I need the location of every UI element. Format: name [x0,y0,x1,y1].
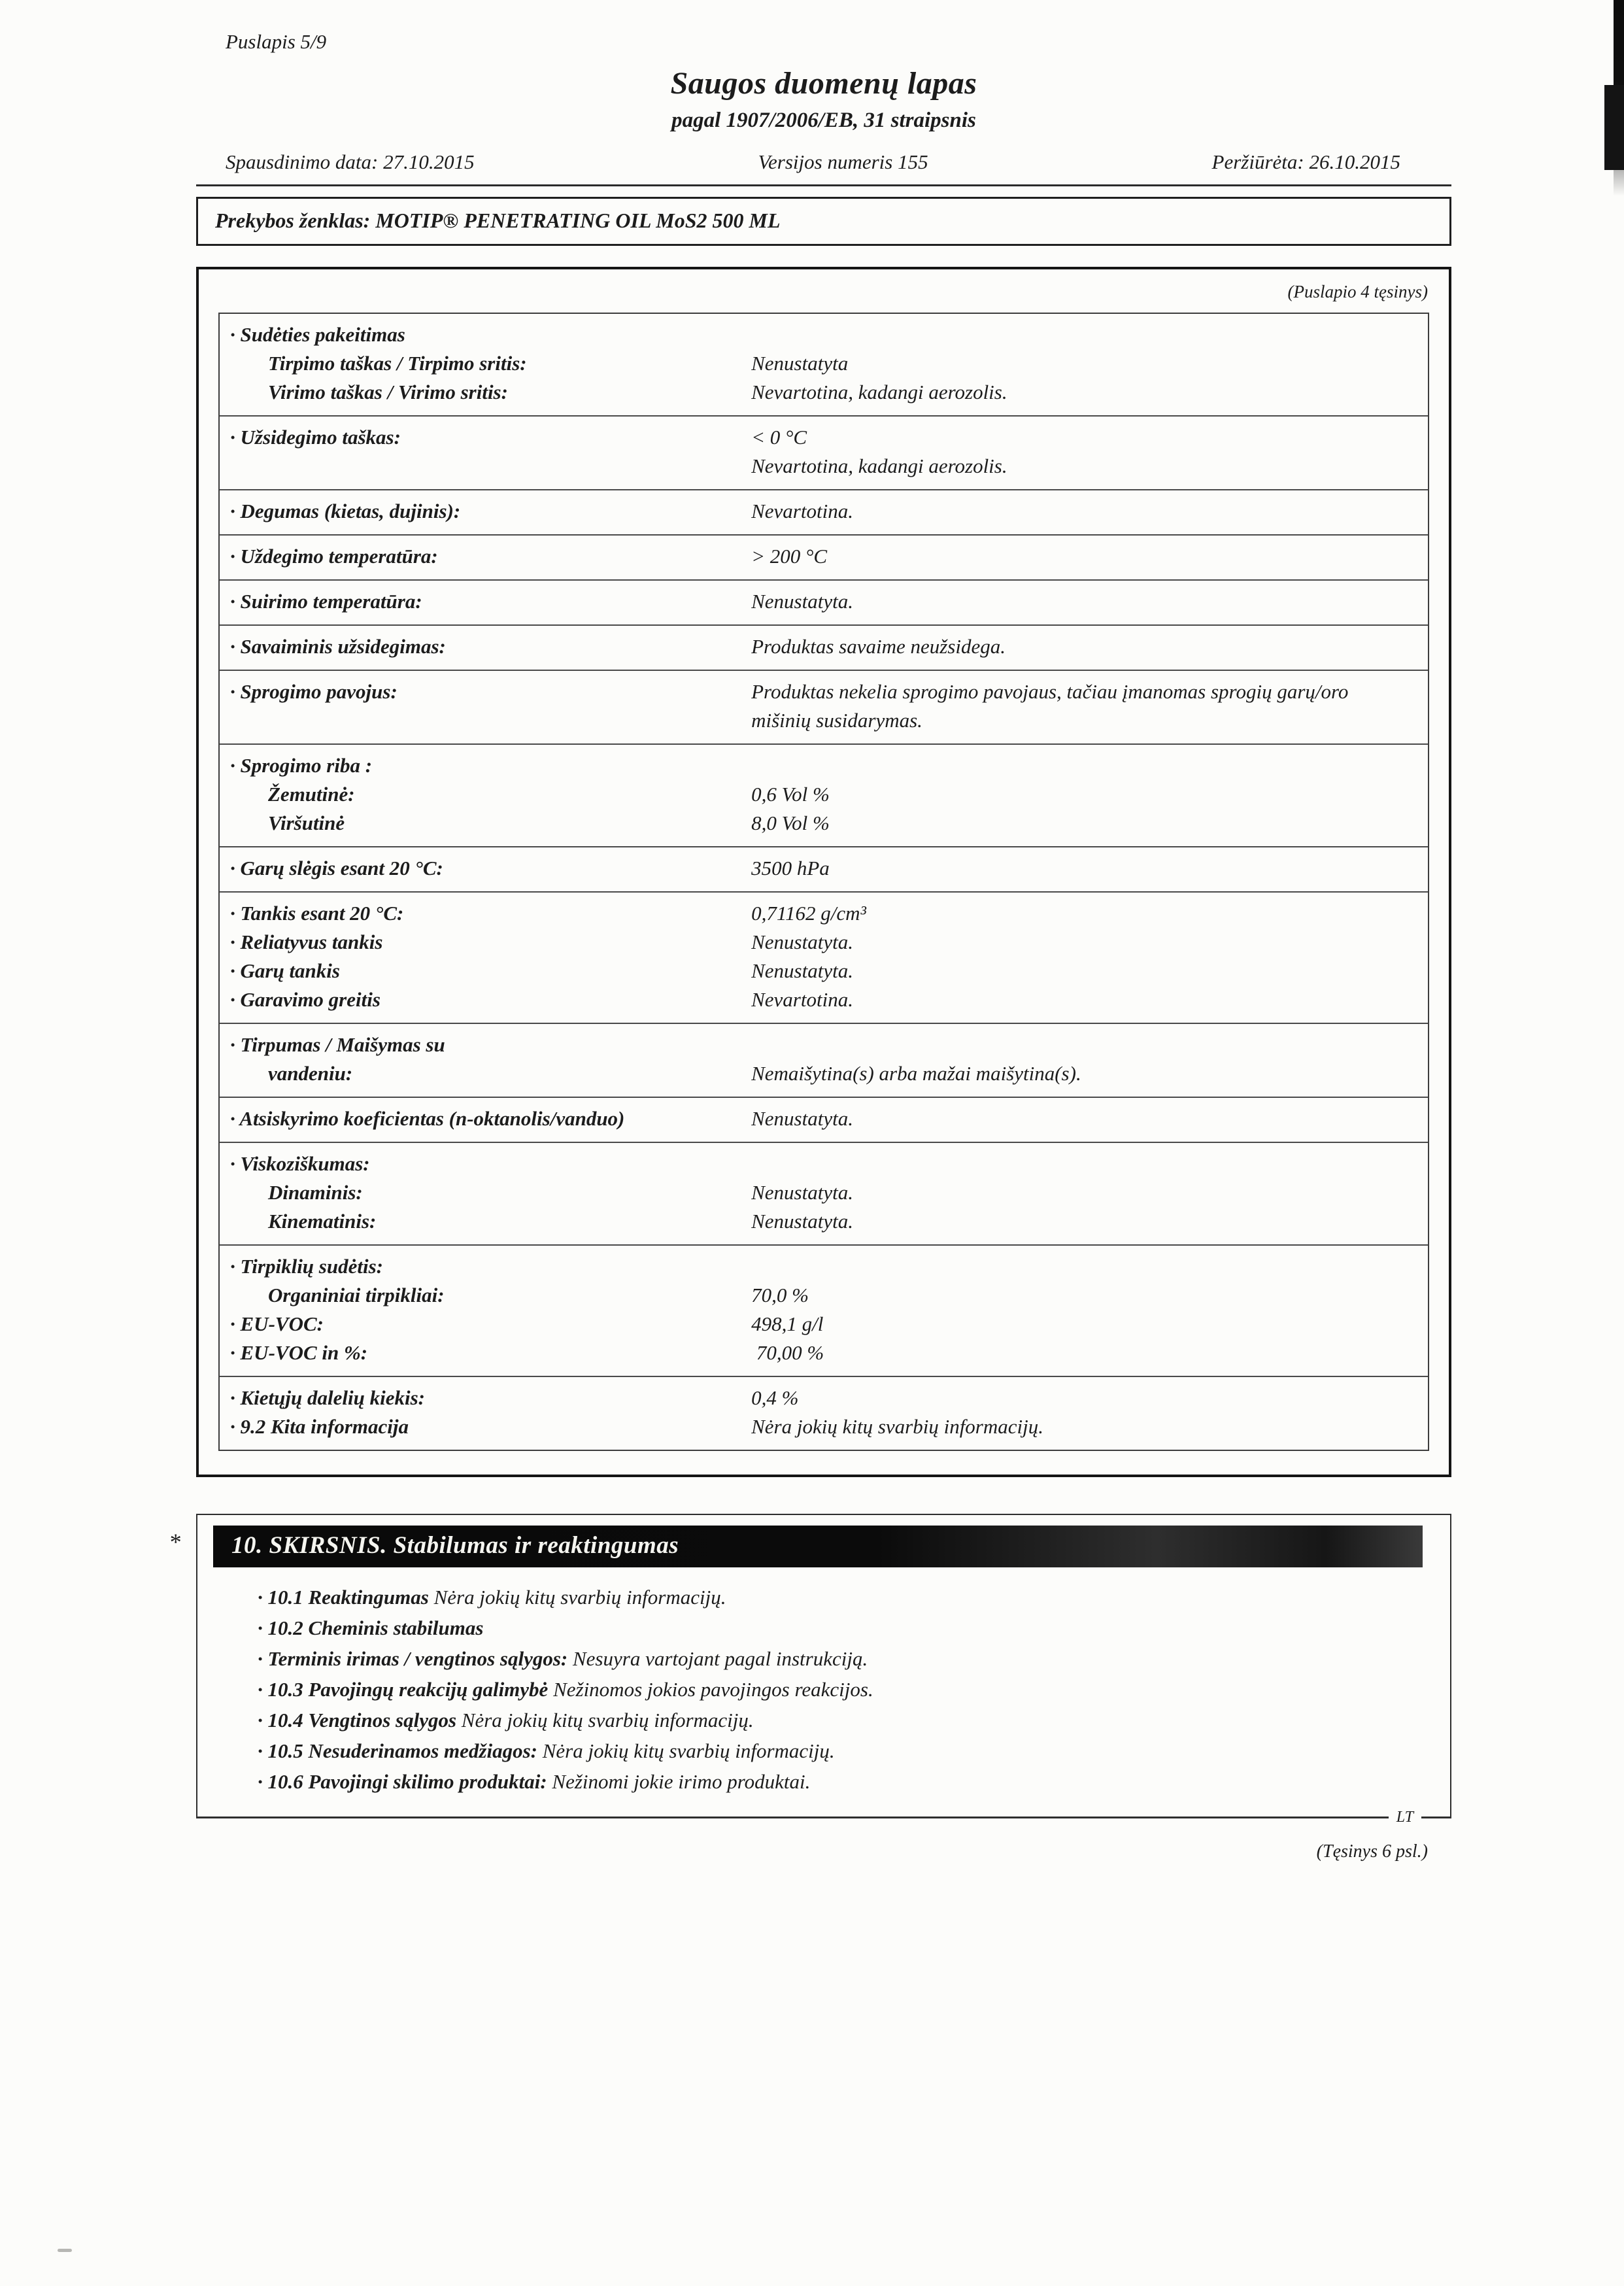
property-line [220,780,1428,809]
property-label: · Garų tankis [230,959,340,982]
section-10-item [258,1612,1413,1643]
property-line [220,1281,1428,1310]
physical-properties-box [196,267,1451,1477]
property-line [220,1412,1428,1441]
property-value: Nenustatyta. [751,959,853,982]
scan-artifact-dots [58,2249,72,2252]
property-label: · EU-VOC: [230,1312,324,1335]
property-line [220,985,1428,1014]
property-line [220,1178,1428,1207]
property-value: 3500 hPa [751,857,830,879]
section-10-wrapper [169,1514,1451,1826]
section-10-item-text: Nesuyra vartojant pagal instrukciją. [567,1647,868,1670]
property-row [220,314,1428,415]
property-row [220,624,1428,670]
property-value: 0,71162 g/cm³ [751,902,866,925]
property-value: Nevartotina. [751,500,853,522]
property-row [220,1097,1428,1142]
continuation-footer: (Tęsinys 6 psl.) [1316,1841,1428,1862]
revision-date: Peržiūrėta: 26.10.2015 [1211,150,1400,173]
page-number: Puslapis 5/9 [226,30,327,53]
property-label: Tirpimo taškas / Tirpimo sritis: [268,352,527,375]
page-content [169,0,1451,1864]
section-10-item [258,1674,1413,1705]
section-10-item-label: · Terminis irimas / vengtinos sąlygos: [258,1647,568,1670]
section-10-item-text: Nėra jokių kitų svarbių informacijų. [537,1739,835,1762]
property-row [220,743,1428,846]
section-10-box [196,1514,1451,1826]
property-label: · Suirimo temperatūra: [230,590,422,613]
property-label: Organiniai tirpikliai: [268,1284,445,1306]
version-number: Versijos numeris 155 [758,150,928,173]
property-line [220,542,1428,571]
property-row [220,891,1428,1023]
section-10-items [207,1582,1433,1797]
property-line [220,1150,1428,1178]
property-line [220,1384,1428,1412]
property-value: > 200 °C [751,545,828,568]
property-value: Nemaišytina(s) arba mažai maišytina(s). [751,1062,1081,1085]
section-10-title: 10. SKIRSNIS. Stabilumas ir reaktingumas [231,1532,679,1559]
property-value: 8,0 Vol % [751,811,830,834]
property-line [220,1252,1428,1281]
property-value: 498,1 g/l [751,1312,824,1335]
property-label: · Tirpiklių sudėtis: [230,1255,383,1278]
property-line [220,452,1428,481]
section-10-item-label: · 10.3 Pavojingų reakcijų galimybė [258,1678,549,1701]
property-label: vandeniu: [268,1062,353,1085]
meta-row [196,148,1451,177]
property-label: · Uždegimo temperatūra: [230,545,438,568]
property-label: · Tankis esant 20 °C: [230,902,404,925]
property-value: Nenustatyta. [751,1107,853,1130]
property-label: · Sprogimo riba : [230,754,373,777]
property-value: Nenustatyta. [751,1210,853,1233]
property-line [220,751,1428,780]
property-row [220,1023,1428,1097]
property-line [220,899,1428,928]
language-code: LT [1389,1807,1421,1828]
document-subtitle: pagal 1907/2006/EB, 31 straipsnis [671,109,976,132]
print-date: Spausdinimo data: 27.10.2015 [226,150,475,173]
property-line [220,1310,1428,1339]
property-row [220,1244,1428,1376]
section-10-item [258,1766,1413,1797]
property-line [220,854,1428,883]
property-line [220,809,1428,838]
property-label: · Viskoziškumas: [230,1152,370,1175]
property-label: · EU-VOC in %: [230,1341,368,1364]
property-row [220,534,1428,579]
section-10-item-text: Nėra jokių kitų svarbių informacijų. [456,1709,754,1732]
property-line [220,423,1428,452]
section-change-marker: * [169,1529,180,1555]
section-10-item [258,1705,1413,1735]
property-label: Dinaminis: [268,1181,363,1204]
property-value: Nevartotina, kadangi aerozolis. [751,381,1007,403]
property-value: 70,00 % [751,1341,824,1364]
property-value: Nenustatyta [751,352,849,375]
property-line [220,677,1428,735]
property-line [220,1031,1428,1059]
property-label: Virimo taškas / Virimo sritis: [268,381,508,403]
section-10-item-label: · 10.4 Vengtinos sąlygos [258,1709,457,1732]
property-value: Nenustatyta. [751,590,853,613]
property-value: 70,0 % [751,1284,809,1306]
section-10-item-label: · 10.2 Cheminis stabilumas [258,1616,484,1639]
property-line [220,632,1428,661]
property-line [220,1207,1428,1236]
property-label: · Savaiminis užsidegimas: [230,635,446,658]
property-label: · 9.2 Kita informacija [230,1415,409,1438]
property-row [220,579,1428,624]
property-line [220,497,1428,526]
continuation-note: (Puslapio 4 tęsinys) [1287,282,1428,301]
header-divider [196,184,1451,186]
section-10-item-text: Nežinomi jokie irimo produktai. [547,1770,811,1793]
property-row [220,489,1428,534]
property-line [220,957,1428,985]
property-value: Nevartotina. [751,988,853,1011]
property-label: · Reliatyvus tankis [230,930,383,953]
document-title: Saugos duomenų lapas [670,66,977,101]
section-10-item-label: · 10.1 Reaktingumas [258,1586,429,1609]
trade-name: Prekybos ženklas: MOTIP® PENETRATING OIL MoS2 500 ML [215,209,781,232]
scan-edge-artifact [1614,0,1624,196]
property-row [220,415,1428,489]
property-line [220,320,1428,349]
section-10-item [258,1582,1413,1612]
section-10-item [258,1735,1413,1766]
property-label: Kinematinis: [268,1210,377,1233]
section-10-item-label: · 10.6 Pavojingi skilimo produktai: [258,1770,547,1793]
property-label: · Kietųjų dalelių kiekis: [230,1386,425,1409]
section-10-item-text: Nežinomos jokios pavojingos reakcijos. [548,1678,873,1701]
properties-table [218,313,1429,1451]
property-line [220,349,1428,378]
property-line [220,378,1428,407]
property-row [220,1142,1428,1244]
property-line [220,1339,1428,1367]
property-label: · Užsidegimo taškas: [230,426,401,449]
property-label: · Garavimo greitis [230,988,381,1011]
property-row [220,1376,1428,1450]
property-label: · Sudėties pakeitimas [230,323,405,346]
property-label: · Sprogimo pavojus: [230,680,398,703]
property-value: Nėra jokių kitų svarbių informacijų. [751,1415,1043,1438]
property-label: Žemutinė: [268,783,355,806]
property-label: · Tirpumas / Maišymas su [230,1033,445,1056]
property-label: · Degumas (kietas, dujinis): [230,500,461,522]
property-value: Nenustatyta. [751,1181,853,1204]
property-line [220,1059,1428,1088]
section-10-item-text: Nėra jokių kitų svarbių informacijų. [428,1586,726,1609]
property-line [220,587,1428,616]
property-label: Viršutinė [268,811,345,834]
property-row [220,670,1428,743]
trade-name-box [196,197,1451,246]
section-10-item-label: · 10.5 Nesuderinamos medžiagos: [258,1739,537,1762]
property-value: 0,6 Vol % [751,783,830,806]
section-10-item [258,1643,1413,1674]
property-value: Nenustatyta. [751,930,853,953]
property-label: · Atsiskyrimo koeficientas (n-oktanolis/vanduo) [230,1107,625,1130]
property-line [220,1104,1428,1133]
property-value: Produktas nekelia sprogimo pavojaus, tačiau įmanomas sprogių garų/oro mišinių susidarymas. [751,680,1354,732]
property-value: < 0 °C [751,426,807,449]
section-10-header-bar [213,1526,1423,1567]
property-row [220,846,1428,891]
property-value: Nevartotina, kadangi aerozolis. [751,454,1007,477]
property-line [220,928,1428,957]
property-label: · Garų slėgis esant 20 °C: [230,857,443,879]
property-value: 0,4 % [751,1386,799,1409]
property-value: Produktas savaime neužsidega. [751,635,1006,658]
